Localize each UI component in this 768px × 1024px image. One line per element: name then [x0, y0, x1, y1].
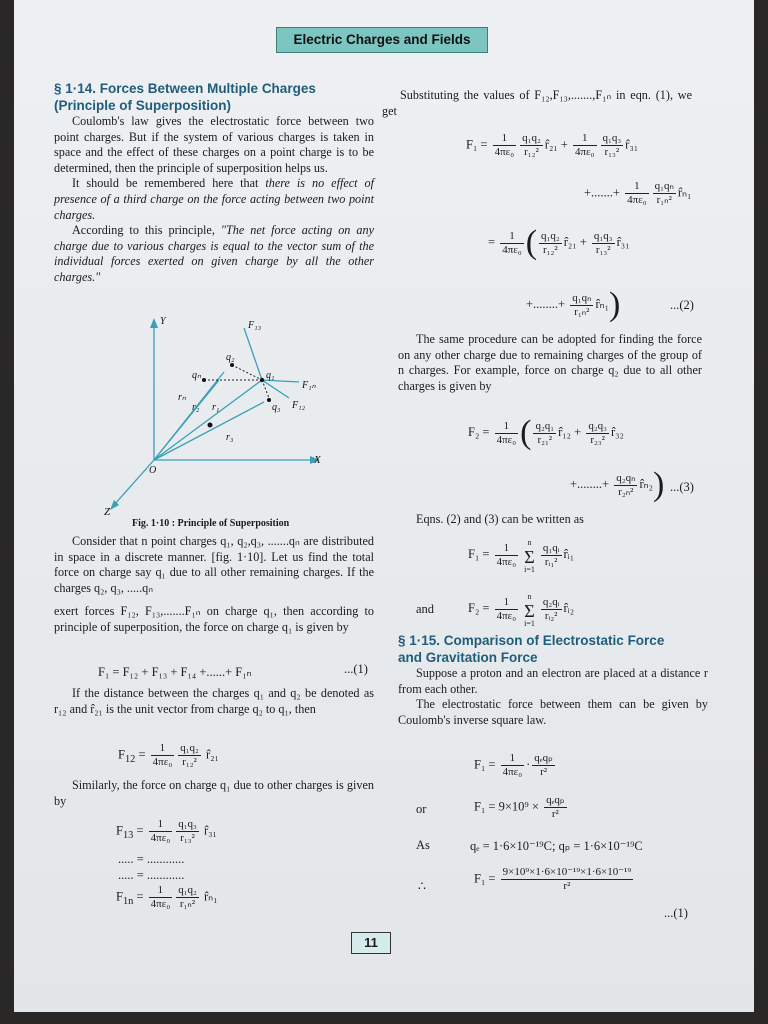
paragraph: Consider that n point charges q₁, q₂,q₃, .......qₙ are distributed in space in a discrete manner. [fig. 1·10]. Let us find the total force on charge say q₁ due to all other remaining charges. If the charges q₂, q₃, .....qₙ	[54, 534, 374, 595]
equation-F1-factored: = $\frac{1}{\text{4πε₀}}$ ( $\frac{\text{q₁q₂}}{\text{r₁₂²}}$ r̂₂₁ + $\frac{\text{q₁q₃}}{\text{r₁₃²}}$ r̂₃₁	[488, 224, 630, 261]
paragraph: The same procedure can be adopted for finding the force on any other charge due to remaining charges of the group of n charges. For example, force on charge q₂ due to all other charges is given by	[398, 332, 702, 393]
y-arrowhead	[150, 318, 158, 328]
paragraph: Coulomb's law gives the electrostatic force between two point charges. But if the system of various charges is taken in space and the effect of these charges on a point charge is to be determined, then the principle of superposition helps us.	[54, 114, 374, 175]
paragraph: The electrostatic force between them can be given by Coulomb's inverse square law.	[398, 697, 708, 727]
quote-text: "The net force acting on any charge due to various charges is equal to the vector sum of the individual forces exerted on given charge by all the other charges."	[54, 223, 374, 284]
and-label: and	[416, 602, 435, 616]
label-q3: q₃	[272, 402, 281, 413]
section-title	[54, 80, 374, 114]
text: According to this principle,	[72, 223, 221, 238]
dots-line: ..... = ............	[118, 868, 185, 882]
vector-F12	[262, 380, 289, 398]
paragraph: If the distance between the charges q₁ and q₂ be denoted as r₁₂ and r̂₂₁ is the unit vector from charge q₂ to q₁, then	[54, 686, 374, 716]
paragraph: exert forces F₁₂, F₁₃,.......F₁ₙ on charge q₁, then according to principle of superposition, the force on charge q₁ is given by	[54, 604, 374, 634]
equation-F1-sigma: F₁ = $\frac{1}{\text{4πε₀}}$ n Σ i=1 $\frac{\text{q₁qᵢ}}{\text{rᵢ₁²}}$ r̂ᵢ₁	[468, 538, 575, 574]
paragraph: Eqns. (2) and (3) can be written as	[416, 512, 584, 526]
label-F12: F₁₂	[292, 400, 306, 411]
paragraph: Suppose a proton and an electron are placed at a distance r from each other.	[398, 666, 708, 696]
equation-F2-cont: +........+ $\frac{\text{q₂qₙ}}{\text{r₂ₙ²}}$ r̂ₙ₂)	[570, 466, 665, 503]
section-title-line2: (Principle of Superposition)	[54, 98, 232, 113]
section-title-line1: § 1·15. Comparison of Electrostatic Force	[398, 633, 665, 648]
z-axis	[114, 460, 157, 505]
charge-q2-dot	[230, 363, 234, 367]
equation-F1n: $F_{1n}$ = $\frac{1}{\text{4πε₀}}$ $\frac{\text{q₁q₂}}{\text{r₁ₙ²}}$ r̂ₙ₁	[116, 884, 218, 910]
label-F1n: F₁ₙ	[302, 380, 316, 391]
equation-F2-sigma: F₂ = $\frac{1}{\text{4πε₀}}$ n Σ i=1 $\frac{\text{q₂qᵢ}}{\text{rᵢ₂²}}$ r̂ᵢ₂	[468, 592, 575, 628]
left-body	[54, 534, 374, 596]
label-q2: q₂	[226, 352, 235, 363]
left-body-4	[54, 778, 374, 809]
section-title-line2: and Gravitation Force	[398, 650, 538, 665]
section-1-15	[398, 632, 708, 728]
paragraph: Substituting the values of F₁₂,F₁₃,.......,F₁ₙ in eqn. (1), we get	[382, 88, 692, 118]
equation-coulomb: F₁ = $\frac{1}{\text{4πε₀}}$ · $\frac{\text{qₑqₚ}}{\text{r²}}$	[474, 752, 553, 778]
label-y: Y	[160, 316, 166, 327]
label-r1: r₁	[212, 402, 220, 413]
label-q1: q₁	[266, 370, 275, 381]
right-body-2	[416, 512, 696, 528]
as-label: As	[416, 838, 430, 852]
paragraph	[54, 223, 374, 285]
or-label: or	[416, 802, 427, 816]
section-title-line1: § 1·14. Forces Between Multiple Charges	[54, 81, 316, 96]
left-body-2	[54, 604, 374, 635]
label-F13: F₁₃	[248, 320, 262, 331]
section-title	[398, 632, 708, 666]
therefore-symbol: ∴	[418, 879, 426, 893]
equation-coulomb-num: F₁ = 9×10⁹ × $\frac{\text{qₑqₚ}}{\text{r²}}$	[474, 794, 565, 820]
equation-number: ...(3)	[670, 480, 694, 494]
label-qn: qₙ	[192, 370, 201, 381]
label-r3: r₃	[226, 432, 234, 443]
paragraph	[54, 176, 374, 223]
equation-F1-sum-cont: +.......+ $\frac{1}{\text{4πε₀}}$ $\frac{\text{q₁qₙ}}{\text{r₁ₙ²}}$ r̂ₙ₁	[584, 180, 692, 206]
section-1-14	[54, 80, 374, 286]
equation-substituted: F₁ = $\frac{\text{9×10⁹×1·6×10⁻¹⁹×1·6×10⁻¹⁹}}{\text{r²}}$	[474, 866, 632, 892]
equation-number: ...(1)	[344, 662, 368, 676]
label-x: X	[314, 454, 321, 466]
equation-F2: F₂ = $\frac{1}{\text{4πε₀}}$ ( $\frac{\text{q₂q₁}}{\text{r₂₁²}}$ r̂₁₂ + $\frac{\text{q₂q₃}}{\text{r₂₃²}}$ r̂₃₂	[468, 414, 624, 451]
emphasis-text: there is no effect of presence of a third charge on the force acting between two point charges.	[54, 176, 374, 222]
left-body-3	[54, 686, 374, 717]
text: It should be remembered here that	[72, 176, 266, 191]
charge-q1-dot	[260, 378, 264, 382]
equation-F1-sum: F₁ = $\frac{1}{\text{4πε₀}}$ $\frac{\text{q₁q₂}}{\text{r₁₂²}}$ r̂₂₁ + $\frac{1}{\text{4πε₀}}$ $\frac{\text{q₁q₃}}{\text{r₁₃²}}$ r̂₃₁	[466, 132, 639, 158]
charge-qn-dot	[202, 378, 206, 382]
equation-F1-factored-cont: +........+ $\frac{\text{q₁qₙ}}{\text{r₁ₙ²}}$ r̂ₙ₁)	[526, 286, 621, 323]
superposition-figure	[74, 310, 374, 520]
label-rn: rₙ	[178, 392, 186, 403]
label-r2: r₂	[192, 402, 200, 413]
label-o: O	[149, 465, 157, 476]
point-marker	[208, 423, 213, 428]
label-z: Z	[104, 506, 111, 518]
vector-r3	[154, 402, 264, 460]
textbook-page	[14, 0, 754, 1012]
figure-caption: Fig. 1·10 : Principle of Superposition	[132, 518, 290, 529]
dots-line: ..... = ............	[118, 852, 185, 866]
paragraph: Similarly, the force on charge q₁ due to other charges is given by	[54, 778, 374, 808]
charge-q3-dot	[267, 398, 271, 402]
chapter-header: Electric Charges and Fields	[276, 27, 488, 53]
right-body	[398, 332, 702, 394]
equation-number: ...(2)	[670, 298, 694, 312]
equation-F13: $F_{13}$ = $\frac{1}{\text{4πε₀}}$ $\frac{\text{q₁q₃}}{\text{r₁₃²}}$ r̂₃₁	[116, 818, 217, 844]
equation-charges: qₑ = 1·6×10⁻¹⁹C; qₚ = 1·6×10⁻¹⁹C	[470, 839, 643, 853]
right-intro	[382, 88, 692, 119]
page-number: 11	[351, 932, 391, 954]
equation-number: ...(1)	[664, 906, 688, 920]
equation-1: F₁ = F₁₂ + F₁₃ + F₁₄ +......+ F₁ₙ	[98, 665, 252, 679]
equation-F12: $F_{12}$ = $\frac{1}{\text{4πε₀}}$ $\frac{\text{q₁q₂}}{\text{r₁₂²}}$ r̂₂₁	[118, 742, 219, 768]
